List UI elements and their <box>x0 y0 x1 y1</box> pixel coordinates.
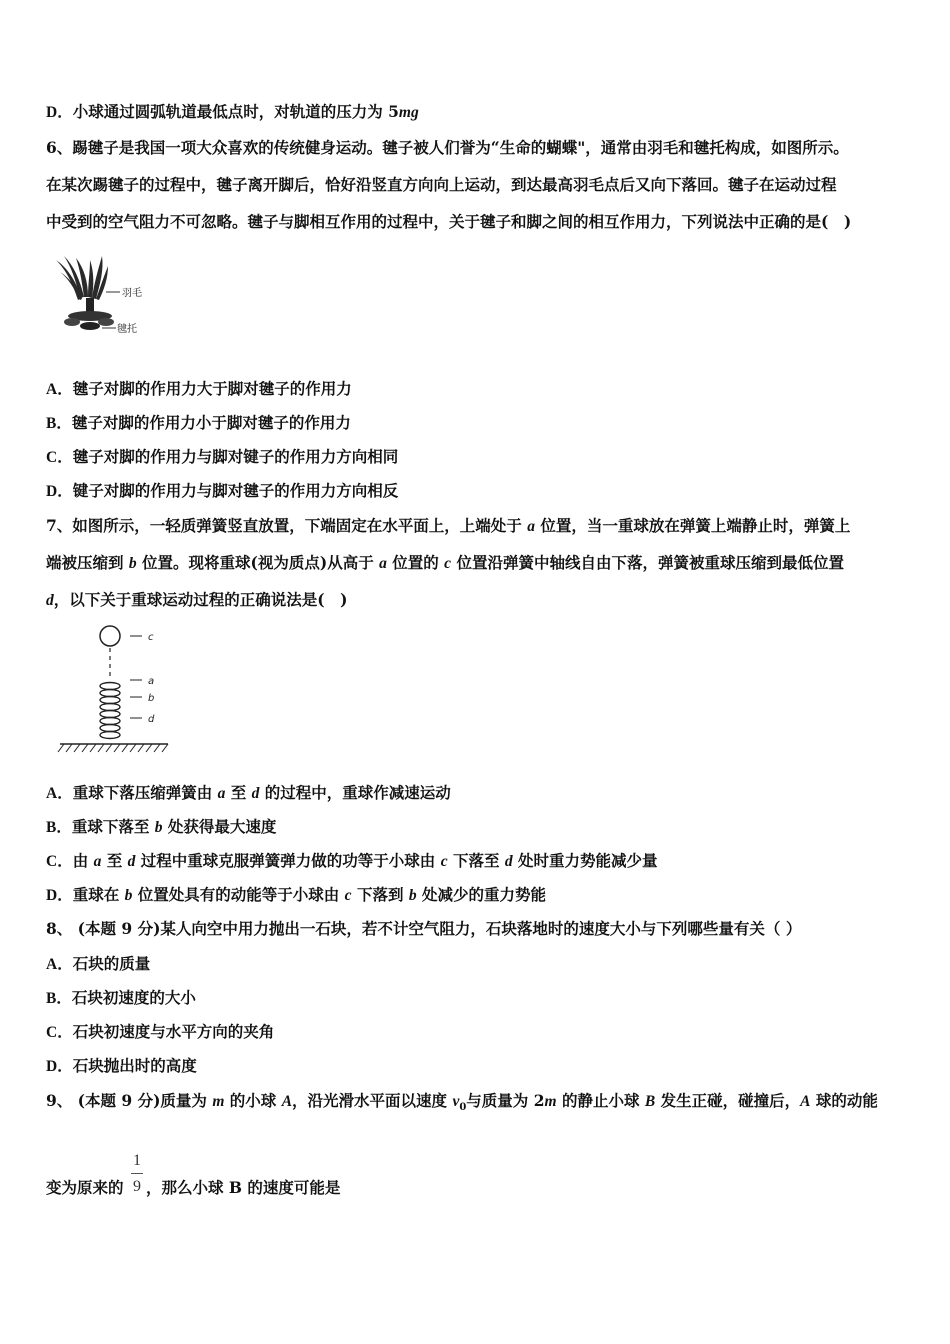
subscript: 0 <box>459 1102 467 1114</box>
text: 重球下落至 <box>71 817 155 836</box>
option-letter: B． <box>46 415 72 432</box>
text: 至 <box>101 851 128 870</box>
text: 位置。现将重球(视为质点)从高于 <box>136 553 380 572</box>
math-var: c <box>440 853 448 870</box>
math-var: b <box>408 887 417 904</box>
math-var: b <box>128 555 137 572</box>
option-letter: B． <box>46 819 72 836</box>
q7-option-a <box>46 783 451 804</box>
text: 重球在 <box>72 885 125 904</box>
option-letter: A． <box>46 381 73 398</box>
math-var: mg <box>398 104 419 121</box>
text: 的过程中，重球作减速运动 <box>259 783 451 802</box>
fraction-denominator: 9 <box>133 1178 141 1195</box>
q8-option-c <box>46 1022 274 1043</box>
text: 位置沿弹簧中轴线自由下落，弹簧被重球压缩到最低位置 <box>451 553 844 572</box>
q9-stem-line-2a: 变为原来的 <box>46 1178 124 1197</box>
text: 过程中重球克服弹簧弹力做的功等于小球由 <box>135 851 441 870</box>
label-c: c <box>148 632 154 643</box>
math-var: A <box>281 1093 293 1110</box>
q8-option-b <box>46 988 196 1009</box>
option-text: 小球通过圆弧轨道最低点时，对轨道的压力为 5 <box>72 102 399 121</box>
q7-stem-line-3 <box>46 590 347 611</box>
text: 下落至 <box>447 851 505 870</box>
math-var: d <box>46 592 54 609</box>
text: 下落到 <box>351 885 409 904</box>
q7-option-b <box>46 817 276 838</box>
math-var: m <box>544 1093 557 1110</box>
option-letter: C． <box>46 853 73 870</box>
text: 的静止小球 <box>556 1091 645 1110</box>
math-var: a <box>379 555 387 572</box>
text: 发生正碰，碰撞后， <box>655 1091 801 1110</box>
q8-stem: 8、 (本题 9 分)某人向空中用力抛出一石块，若不计空气阻力，石块落地时的速度大小与下列哪些量有关（ ） <box>46 919 802 938</box>
spring-icon <box>100 683 120 739</box>
q6-option-a <box>46 379 352 400</box>
option-letter: A． <box>46 785 73 802</box>
label-b: b <box>148 693 155 704</box>
option-text: 毽子对脚的作用力小于脚对毽子的作用力 <box>71 413 351 432</box>
option-letter: D． <box>46 1058 73 1075</box>
q8-option-d <box>46 1056 197 1077</box>
math-var: a <box>93 853 102 870</box>
option-letter: B． <box>46 990 72 1007</box>
math-var: v <box>452 1093 460 1110</box>
math-var: a <box>217 785 226 802</box>
q7-option-c <box>46 851 658 872</box>
ball-icon <box>100 626 120 646</box>
q7-stem-line-2 <box>46 553 844 574</box>
math-var: m <box>212 1093 225 1110</box>
q6-option-d <box>46 481 398 502</box>
label-d: d <box>148 714 155 725</box>
text: 处减少的重力势能 <box>416 885 546 904</box>
q6-stem-line-3: 中受到的空气阻力不可忽略。毽子与脚相互作用的过程中，关于毽子和脚之间的相互作用力，下列说法中正确的是( ) <box>46 212 852 231</box>
text: 的小球 <box>224 1091 282 1110</box>
option-text: 石块初速度与水平方向的夹角 <box>72 1022 275 1041</box>
option-letter: A． <box>46 956 73 973</box>
math-var: d <box>251 785 260 802</box>
feather-label: 羽毛 <box>122 288 142 299</box>
math-var: B <box>644 1093 656 1110</box>
text: 端被压缩到 <box>46 553 129 572</box>
q6-stem-line-1: 6、踢毽子是我国一项大众喜欢的传统健身运动。毽子被人们誉为“生命的蝴蝶"，通常由羽毛和毽托构成，如图所示。 <box>46 138 849 157</box>
text: 位置的 <box>386 553 445 572</box>
math-var: a <box>527 518 535 535</box>
math-var: c <box>344 887 352 904</box>
text: 处获得最大速度 <box>162 817 277 836</box>
q6-option-b <box>46 413 351 434</box>
q6-stem-line-2: 在某次踢毽子的过程中，毽子离开脚后，恰好沿竖直方向向上运动，到达最高羽毛点后又向下落回。毽子在运动过程 <box>46 175 837 194</box>
text: ，沿光滑水平面以速度 <box>292 1091 453 1110</box>
text: 位置，当一重球放在弹簧上端静止时，弹簧上 <box>534 516 851 535</box>
q6-option-c <box>46 447 398 468</box>
option-text: 键子对脚的作用力与脚对毽子的作用力方向相反 <box>72 481 399 500</box>
text: 处时重力势能减少量 <box>512 851 658 870</box>
feather-icon <box>56 256 108 300</box>
label-a: a <box>148 676 155 687</box>
option-text: 石块初速度的大小 <box>71 988 196 1007</box>
option-letter: D． <box>46 483 73 500</box>
q9-stem-line-1 <box>46 1091 878 1118</box>
ground-hatch <box>58 744 168 752</box>
q5-option-d <box>46 102 419 123</box>
shuttlecock-figure <box>46 252 156 342</box>
text: 9、 (本题 9 分)质量为 <box>46 1091 213 1110</box>
text: 与质量为 2 <box>466 1091 545 1110</box>
option-letter: D． <box>46 104 73 121</box>
text: 重球下落压缩弹簧由 <box>72 783 218 802</box>
math-var: d <box>504 853 513 870</box>
option-text: 石块抛出时的高度 <box>72 1056 197 1075</box>
fraction-bar <box>131 1173 143 1174</box>
math-var: b <box>154 819 163 836</box>
option-text: 毽子对脚的作用力与脚对键子的作用力方向相同 <box>72 447 399 466</box>
q9-stem-line-2b: ，那么小球 B 的速度可能是 <box>146 1178 341 1197</box>
q8-option-a <box>46 954 150 975</box>
text: 球的动能 <box>810 1091 878 1110</box>
spring-figure <box>56 622 176 758</box>
q7-stem-line-1 <box>46 516 850 537</box>
math-var: c <box>444 555 452 572</box>
option-text: 石块的质量 <box>72 954 151 973</box>
text: 7、如图所示，一轻质弹簧竖直放置，下端固定在水平面上，上端处于 <box>46 516 528 535</box>
option-letter: D． <box>46 887 73 904</box>
option-letter: C． <box>46 449 73 466</box>
fraction-numerator: 1 <box>133 1152 141 1169</box>
option-letter: C． <box>46 1024 73 1041</box>
math-var: d <box>127 853 136 870</box>
text: ，以下关于重球运动过程的正确说法是( ) <box>53 590 348 609</box>
text: 位置处具有的动能等于小球由 <box>132 885 345 904</box>
base-label: 毽托 <box>117 324 137 335</box>
option-text: 毽子对脚的作用力大于脚对毽子的作用力 <box>72 379 352 398</box>
math-var: b <box>124 887 133 904</box>
text: 至 <box>225 783 252 802</box>
text: 由 <box>72 851 94 870</box>
q7-option-d <box>46 885 546 906</box>
math-var: A <box>800 1093 811 1110</box>
